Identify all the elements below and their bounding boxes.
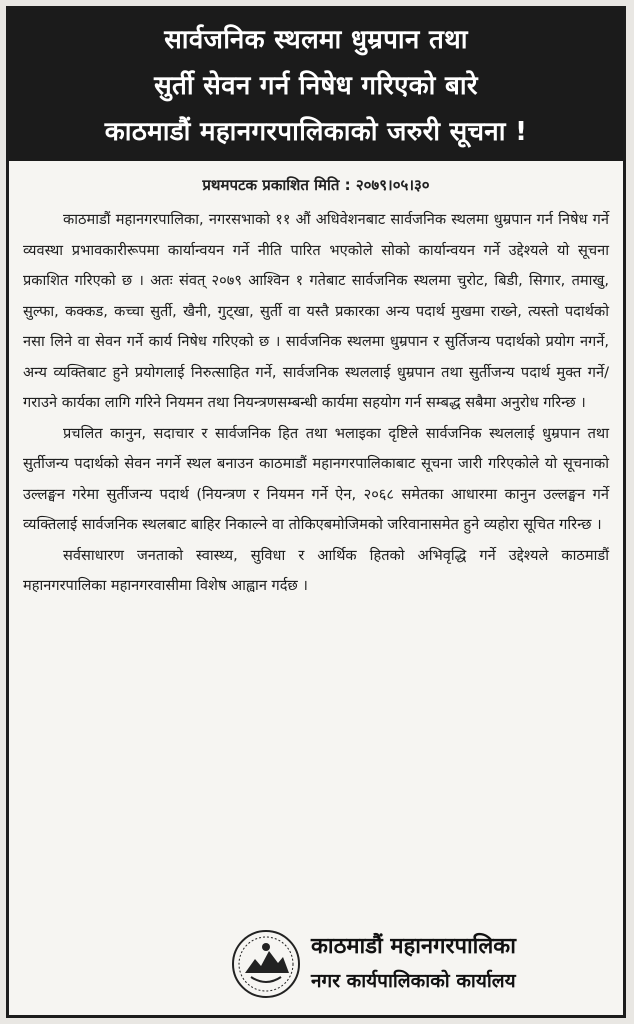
header-line-3: काठमाडौं महानगरपालिकाको जरुरी सूचना ! <box>104 117 528 147</box>
paragraph-3: सर्वसाधारण जनताको स्वास्थ्य, सुविधा र आर्थिक हितको अभिवृद्धि गर्ने उद्देश्यले काठमाडौं महानगरपालिका महानगरवासीमा विशेष आह्वान गर्दछ । <box>23 546 609 594</box>
paragraph-1: काठमाडौं महानगरपालिका, नगरसभाको ११ औं अधिवेशनबाट सार्वजनिक स्थलमा धुम्रपान गर्न निषेध गर्ने व्यवस्था प्रभावकारीरूपमा कार्यान्वयन गर्ने नीति पारित भएकोले सोको कार्यान्वयन गर्ने उद्देश्यले यो सूचना प्रकाशित गरिएको छ । अतः संवत् २०७९ आश्विन १ गतेबाट सार्वजनिक स्थलमा चुरोट, बिडी, सिगार, तमाखु, सुल्फा, कक्कड, कच्चा सुर्ती, खैनी, गुट्खा, सुर्ती वा यस्तै प्रकारका अन्य पदार्थ मुखमा राख्ने, त्यस्तो पदार्थको नसा लिने वा सेवन गर्ने कार्य निषेध गरिएको छ । सार्वजनिक स्थलमा धुम्रपान र सुर्तिजन्य पदार्थको प्रयोग नगर्ने, अन्य व्यक्तिबाट हुने प्रयोगलाई निरुत्साहित गर्ने, सार्वजनिक स्थललाई धुम्रपान तथा सुर्तीजन्य पदार्थ मुक्त गर्ने/गराउने कार्यका लागि गरिने नियमन तथा नियन्त्रणसम्बन्धी कार्यमा सहयोग गर्न सम्बद्ध सबैमा अनुरोध गरिन्छ । <box>23 211 609 411</box>
municipality-seal-icon <box>231 929 301 999</box>
organization-name: काठमाडौं महानगरपालिका <box>311 934 516 959</box>
issuing-office <box>311 929 516 997</box>
office-name: नगर कार्यपालिकाको कार्यालय <box>311 970 516 992</box>
notice-footer <box>9 925 623 1005</box>
header-line-2: सुर्ती सेवन गर्न निषेध गरिएको बारे <box>154 71 478 101</box>
header-line-1: सार्वजनिक स्थलमा धुम्रपान तथा <box>164 25 468 55</box>
paragraph-2: प्रचलित कानुन, सदाचार र सार्वजनिक हित तथा भलाइका दृष्टिले सार्वजनिक स्थललाई धुम्रपान तथा सुर्तीजन्य पदार्थको सेवन नगर्ने स्थल बनाउन काठमाडौं महानगरपालिकाबाट सूचना जारी गरिएकोले यो सूचनाको उल्लङ्घन गरेमा सुर्तीजन्य पदार्थ (नियन्त्रण र नियमन गर्ने ऐन, २०६८ समेतका आधारमा कानुन उल्लङ्घन गर्ने व्यक्तिलाई सार्वजनिक स्थलबाट बाहिर निकाल्ने वा तोकिएबमोजिमको जरिवानासमेत हुने व्यहोरा सूचित गरिन्छ । <box>23 424 609 533</box>
publication-date: प्रथमपटक प्रकाशित मिति : २०७९।०५।३० <box>202 176 430 194</box>
public-notice <box>6 6 626 1018</box>
notice-header <box>9 9 623 161</box>
notice-body <box>9 195 623 602</box>
